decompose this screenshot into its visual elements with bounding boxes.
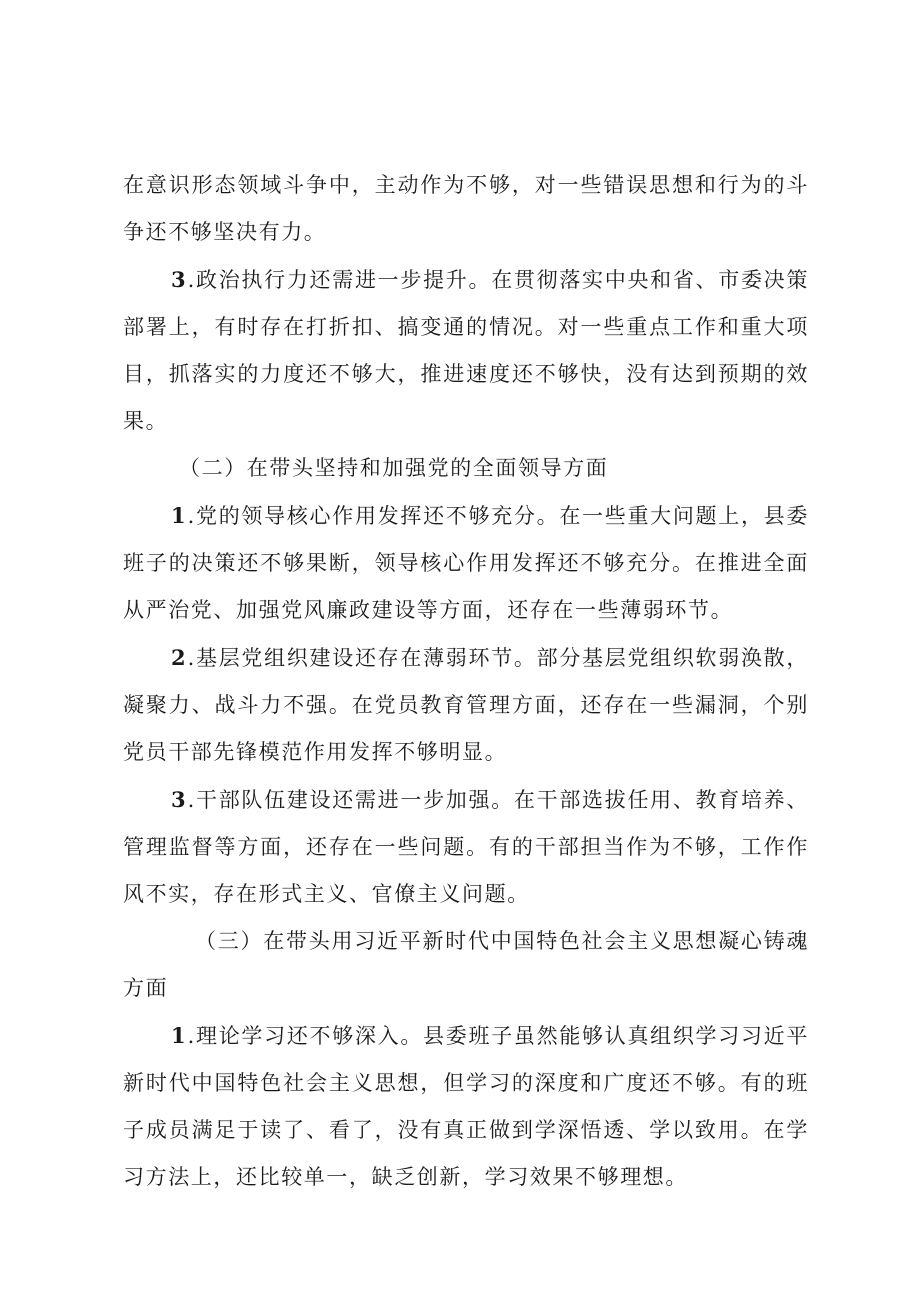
paragraph-item [123, 776, 809, 918]
document-body [123, 162, 809, 1201]
paragraph-text: .党的领导核心作用发挥还不够充分。在一些重大问题上，县委班子的决策还不够果断，领导核心作用发挥还不够充分。在推进全面从严治党、加强党风廉政建设等方面，还存在一些薄弱环节。 [123, 504, 809, 622]
item-number: 3 [171, 267, 188, 292]
paragraph-item [123, 256, 809, 445]
item-number: 3 [171, 787, 188, 812]
paragraph-text: 在意识形态领域斗争中，主动作为不够，对一些错误思想和行为的斗争还不够坚决有力。 [123, 173, 809, 244]
paragraph-text: .政治执行力还需进一步提升。在贯彻落实中央和省、市委决策部署上，有时存在打折扣、搞变通的情况。对一些重点工作和重大项目，抓落实的力度还不够大，推进速度还不够快，没有达到预期的效果。 [123, 268, 809, 433]
paragraph-continuation [123, 162, 809, 256]
paragraph-text: .干部队伍建设还需进一步加强。在干部选拔任用、教育培养、管理监督等方面，还存在一些问题。有的干部担当作为不够，工作作风不实，存在形式主义、官僚主义问题。 [123, 788, 809, 906]
paragraph-item [123, 492, 809, 634]
heading-text: （二）在带头坚持和加强党的全面领导方面 [179, 456, 609, 480]
paragraph-text: .理论学习还不够深入。县委班子虽然能够认真组织学习习近平新时代中国特色社会主义思想，但学习的深度和广度还不够。有的班子成员满足于读了、看了，没有真正做到学深悟透、学以致用。在学习方法上，还比较单一，缺乏创新，学习效果不够理想。 [123, 1024, 809, 1189]
section-heading [123, 918, 809, 1012]
paragraph-text: .基层党组织建设还存在薄弱环节。部分基层党组织软弱涣散，凝聚力、战斗力不强。在党员教育管理方面，还存在一些漏洞，个别党员干部先锋模范作用发挥不够明显。 [123, 646, 809, 764]
paragraph-item [123, 634, 809, 776]
item-number: 2 [171, 645, 188, 670]
heading-text: （三）在带头用习近平新时代中国特色社会主义思想凝心铸魂方面 [123, 929, 809, 1000]
item-number: 1 [171, 503, 188, 528]
paragraph-item [123, 1012, 809, 1201]
section-heading [123, 445, 809, 492]
item-number: 1 [171, 1023, 188, 1048]
